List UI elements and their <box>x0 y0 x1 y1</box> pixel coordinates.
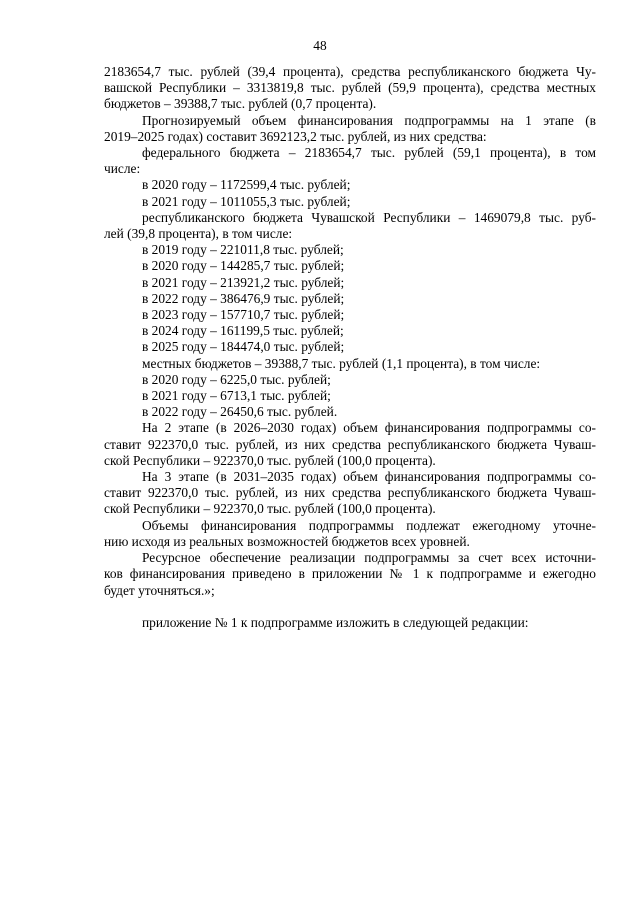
list-item: в 2022 году – 386476,9 тыс. рублей; <box>142 290 345 306</box>
text-line: 2183654,7 тыс. рублей (39,4 процента), средства республиканского бюджета Чу- <box>104 64 596 79</box>
text-line: ской Республики – 922370,0 тыс. рублей (100,0 процента). <box>104 452 436 468</box>
paragraph-stage3 <box>104 469 596 518</box>
text-line: На 3 этапе (в 2031–2035 годах) объем финансирования подпрограммы со- <box>142 469 596 485</box>
text-line: Прогнозируемый объем финансирования подпрограммы на 1 этапе (в <box>142 112 596 128</box>
text-line: ставит 922370,0 тыс. рублей, из них средства республиканского бюджета Чуваш- <box>104 485 596 501</box>
text-line: федерального бюджета – 2183654,7 тыс. рублей (59,1 процента), в том <box>142 145 596 161</box>
text-line: бюджетов – 39388,7 тыс. рублей (0,7 процента). <box>104 96 377 112</box>
document-body <box>104 64 596 631</box>
text-line: вашской Республики – 3313819,8 тыс. рублей (59,9 процента), средства местных <box>104 80 596 96</box>
list-item: в 2021 году – 213921,2 тыс. рублей; <box>142 274 345 290</box>
text-line: Ресурсное обеспечение реализации подпрограммы за счет всех источни- <box>142 550 596 566</box>
paragraph-local-budgets: местных бюджетов – 39388,7 тыс. рублей (1,1 процента), в том числе: <box>142 355 541 371</box>
paragraph-appendix-instruction: приложение № 1 к подпрограмме изложить в следующей редакции: <box>142 614 529 630</box>
list-item: в 2020 году – 1172599,4 тыс. рублей; <box>142 177 351 193</box>
text-line: На 2 этапе (в 2026–2030 годах) объем финансирования подпрограммы со- <box>142 420 596 436</box>
text-line: ставит 922370,0 тыс. рублей, из них средства республиканского бюджета Чуваш- <box>104 436 596 452</box>
text-line: ков финансирования приведено в приложении № 1 к подпрограмме и ежегодно <box>104 566 596 582</box>
paragraph-republic-budget <box>104 210 596 242</box>
list-item: в 2021 году – 1011055,3 тыс. рублей; <box>142 193 351 209</box>
paragraph-resource-provision <box>104 550 596 599</box>
text-line: ской Республики – 922370,0 тыс. рублей (100,0 процента). <box>104 501 436 517</box>
list-item: в 2020 году – 6225,0 тыс. рублей; <box>142 371 331 387</box>
text-line: будет уточняться.»; <box>104 582 215 598</box>
paragraph-stage2 <box>104 420 596 469</box>
paragraph-annual-adjustment <box>104 518 596 550</box>
text-line: 2019–2025 годах) составит 3692123,2 тыс. рублей, из них средства: <box>104 128 487 144</box>
text-line: числе: <box>104 161 141 177</box>
text-line: Объемы финансирования подпрограммы подлежат ежегодному уточне- <box>142 517 596 533</box>
text-line: лей (39,8 процента), в том числе: <box>104 226 293 242</box>
list-item: в 2020 году – 144285,7 тыс. рублей; <box>142 258 345 274</box>
list-republic-years <box>104 242 596 355</box>
paragraph-funding-sources <box>104 64 596 113</box>
list-item: в 2021 году – 6713,1 тыс. рублей; <box>142 388 331 404</box>
text-line: республиканского бюджета Чувашской Республики – 1469079,8 тыс. руб- <box>142 209 596 225</box>
paragraph-federal-budget <box>104 145 596 177</box>
paragraph-stage1-forecast <box>104 113 596 145</box>
list-local-years <box>104 372 596 421</box>
list-item: в 2023 году – 157710,7 тыс. рублей; <box>142 307 345 323</box>
list-item: в 2022 году – 26450,6 тыс. рублей. <box>142 404 338 420</box>
list-federal-years <box>104 177 596 209</box>
text-line: нию исходя из реальных возможностей бюджетов всех уровней. <box>104 533 470 549</box>
spacer <box>104 599 596 615</box>
list-item: в 2024 году – 161199,5 тыс. рублей; <box>142 323 344 339</box>
list-item: в 2025 году – 184474,0 тыс. рублей; <box>142 339 345 355</box>
list-item: в 2019 году – 221011,8 тыс. рублей; <box>142 242 344 258</box>
page-number: 48 <box>313 38 327 53</box>
